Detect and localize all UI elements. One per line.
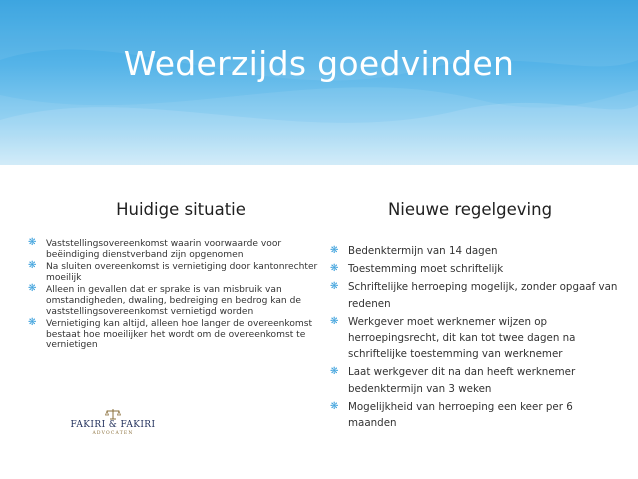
bullet-icon: ❋ <box>330 281 339 293</box>
right-bullet-list <box>330 243 620 433</box>
list-item <box>28 319 318 351</box>
list-item-text: Alleen in gevallen dat er sprake is van misbruik van omstandigheden, dwaling, bedreiging en bedrog kan de vaststellingsovereenkomst vernietigd worden <box>46 285 301 317</box>
list-item-text: Vaststellingsovereenkomst waarin voorwaarde voor beëindiging dienstverband zijn opgenomen <box>46 239 282 260</box>
list-item-text: Bedenktermijn van 14 dagen <box>348 245 498 257</box>
list-item-text: Laat werkgever dit na dan heeft werknemer bedenktermijn van 3 weken <box>348 366 576 395</box>
list-item-text: Toestemming moet schriftelijk <box>348 263 504 276</box>
left-column-heading: Huidige situatie <box>116 200 246 219</box>
list-item <box>28 239 318 260</box>
bullet-icon: ❋ <box>330 263 339 275</box>
list-item <box>28 285 318 317</box>
slide-title: Wederzijds goedvinden <box>123 44 515 83</box>
bullet-icon: ❋ <box>330 366 339 378</box>
bullet-icon: ❋ <box>28 283 37 295</box>
bullet-icon: ❋ <box>330 245 339 256</box>
left-bullet-list <box>28 239 318 353</box>
list-item <box>330 243 620 259</box>
list-item <box>330 399 620 431</box>
bullet-icon: ❋ <box>330 315 339 327</box>
logo-name: FAKIRI & FAKIRI <box>70 420 156 430</box>
list-item <box>330 314 620 363</box>
bullet-icon: ❋ <box>28 260 37 272</box>
list-item <box>330 364 620 396</box>
list-item-text: Werkgever moet werknemer wijzen op herroepingsrecht, dit kan tot twee dagen na schriftelijke toestemming van werknemer <box>348 315 576 361</box>
bullet-icon: ❋ <box>330 400 339 412</box>
right-column-heading: Nieuwe regelgeving <box>387 200 553 219</box>
list-item-text: Schriftelijke herroeping mogelijk, zonder opgaaf van redenen <box>348 281 618 310</box>
scales-of-justice-icon <box>105 408 121 420</box>
list-item-text: Vernietiging kan altijd, alleen hoe langer de overeenkomst bestaat hoe moeilijker het wordt om de overeenkomst te vernietigen <box>46 319 313 351</box>
bullet-icon: ❋ <box>28 317 37 329</box>
list-item <box>28 262 318 283</box>
title-banner <box>0 0 638 165</box>
bullet-icon: ❋ <box>28 237 37 248</box>
list-item-text: Mogelijkheid van herroeping een keer per 6 maanden <box>348 400 573 430</box>
company-logo <box>58 408 168 440</box>
logo-subtitle: ADVOCATEN <box>92 431 134 436</box>
list-item <box>330 279 620 311</box>
list-item <box>330 261 620 277</box>
list-item-text: Na sluiten overeenkomst is vernietiging door kantonrechter moeilijk <box>46 262 318 283</box>
